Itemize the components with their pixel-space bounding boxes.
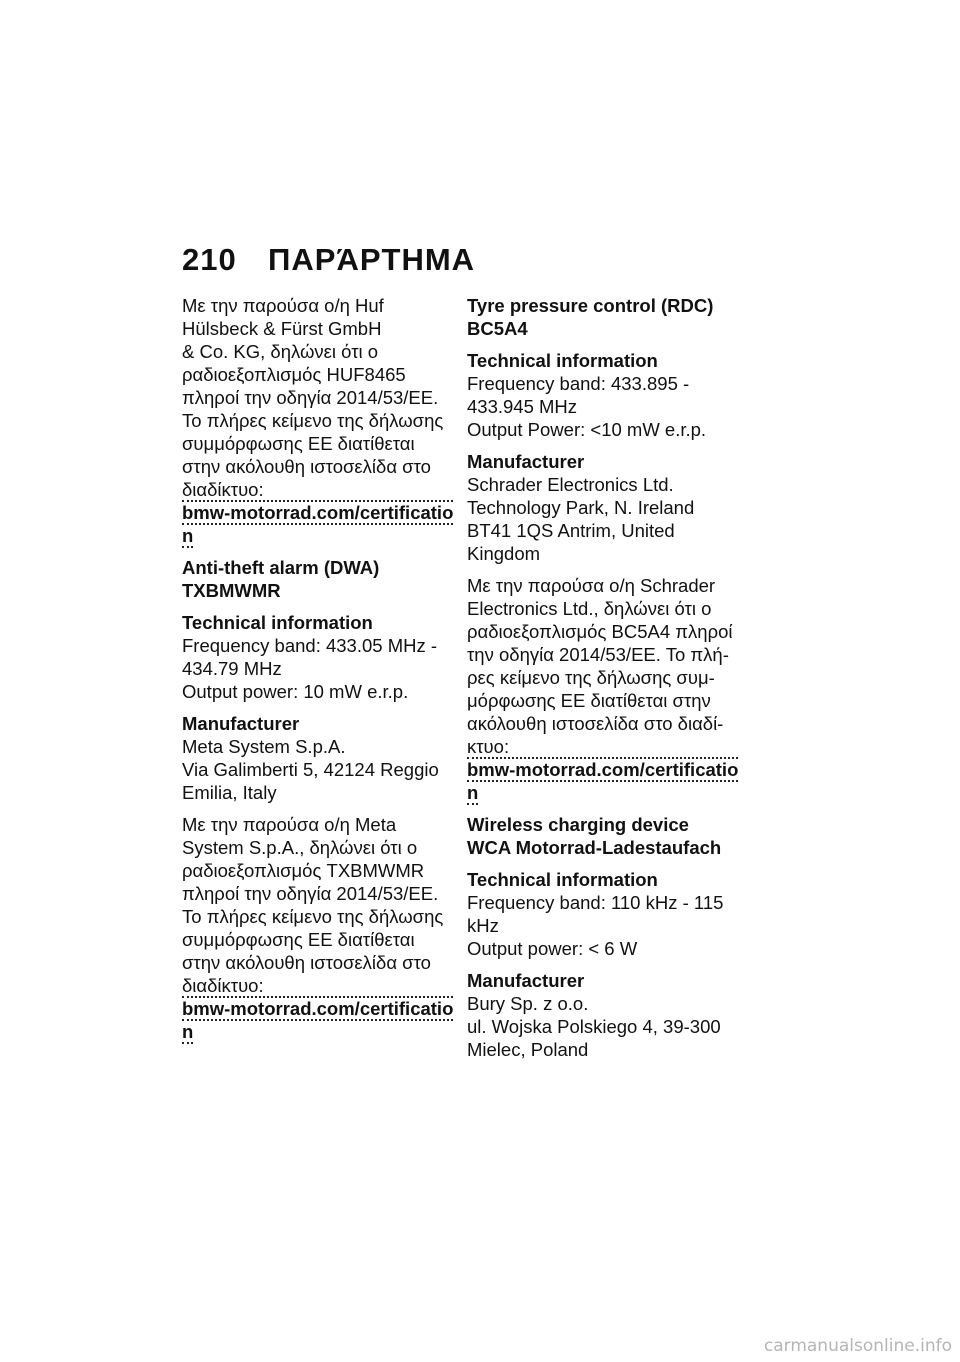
technical-info-text [182,634,456,703]
text-line: Με την παρούσα ο/η Huf [182,295,384,316]
text-line: Mielec, Poland [467,1039,589,1060]
text-line: Frequency band: 110 kHz - 115 [467,892,724,913]
text-line: Meta System S.p.A. [182,736,346,757]
text-line: Το πλήρες κείμενο της δήλωσης [182,410,444,431]
manufacturer-heading: Manufacturer [467,970,585,991]
text-line: Output power: < 6 W [467,938,638,959]
manufacturer-heading: Manufacturer [182,713,300,734]
technical-info-heading: Technical information [182,612,373,633]
text-line: Frequency band: 433.895 - [467,373,690,394]
text-line: κτυο: [467,736,510,757]
text-line: & Co. KG, δηλώνει ότι ο [182,341,379,362]
page-number: 210 [182,242,237,277]
manufacturer-text [467,992,741,1061]
text-line: ραδιοεξοπλισμός BC5A4 πληροί [467,621,733,642]
text-line: Output Power: <10 mW e.r.p. [467,419,707,440]
heading-line: TXBMWMR [182,580,281,601]
text-line: διαδίκτυο: [182,975,264,996]
text-line: Με την παρούσα ο/η Meta [182,814,397,835]
text-line: System S.p.A., δηλώνει ότι ο [182,837,418,858]
manufacturer-text [182,735,456,804]
heading-line: Tyre pressure control (RDC) [467,295,714,316]
text-line: Με την παρούσα ο/η Schrader [467,575,716,596]
text-line: BT41 1QS Antrim, United [467,520,675,541]
heading-line: WCA Motorrad-Ladestaufach [467,837,722,858]
text-line: Schrader Electronics Ltd. [467,474,674,495]
technical-info-heading: Technical information [467,869,658,890]
text-line: συμμόρφωσης ΕΕ διατίθεται [182,433,415,454]
text-line: ρες κείμενο της δήλωσης συμ- [467,667,715,688]
manufacturer-text [467,473,741,565]
watermark-text: carmanualsonline.info [763,1336,952,1356]
text-line: ul. Wojska Polskiego 4, 39-300 [467,1016,721,1037]
text-line: Technology Park, N. Ireland [467,497,695,518]
certification-link[interactable]: bmw-motorrad.com/certification [467,759,739,803]
text-line: στην ακόλουθη ιστοσελίδα στο [182,456,431,477]
heading-line: Anti-theft alarm (DWA) [182,557,380,578]
certification-link[interactable]: bmw-motorrad.com/certification [182,998,454,1042]
text-line: Hülsbeck & Fürst GmbH [182,318,382,339]
text-line: συμμόρφωσης ΕΕ διατίθεται [182,929,415,950]
left-column [182,294,456,1043]
text-line: Electronics Ltd., δηλώνει ότι ο [467,598,712,619]
text-line: Emilia, Italy [182,782,277,803]
text-line: Frequency band: 433.05 MHz - [182,635,438,656]
text-line: πληροί την οδηγία 2014/53/ΕΕ. [182,883,439,904]
text-line: Bury Sp. z o.o. [467,993,589,1014]
wca-heading [467,813,741,859]
declaration-paragraph [467,574,741,758]
text-line: Via Galimberti 5, 42124 Reggio [182,759,439,780]
text-line: Output power: 10 mW e.r.p. [182,681,409,702]
text-line: μόρφωσης ΕΕ διατίθεται στην [467,690,711,711]
text-line: Το πλήρες κείμενο της δήλωσης [182,906,444,927]
intro-paragraph [182,294,456,501]
technical-info-text [467,891,741,960]
heading-line: BC5A4 [467,318,528,339]
right-column [467,294,741,1061]
text-line: πληροί την οδηγία 2014/53/ΕΕ. [182,387,439,408]
dwa-heading [182,556,456,602]
text-line: ραδιοεξοπλισμός HUF8465 [182,364,406,385]
rdc-heading [467,294,741,340]
text-line: 434.79 MHz [182,658,282,679]
declaration-paragraph [182,813,456,997]
text-line: διαδίκτυο: [182,479,264,500]
text-line: kHz [467,915,499,936]
heading-line: Wireless charging device [467,814,689,835]
manufacturer-heading: Manufacturer [467,451,585,472]
text-line: 433.945 MHz [467,396,578,417]
text-line: στην ακόλουθη ιστοσελίδα στο [182,952,431,973]
text-line: ραδιοεξοπλισμός TXBMWMR [182,860,425,881]
certification-link[interactable]: bmw-motorrad.com/certification [182,502,454,546]
technical-info-heading: Technical information [467,350,658,371]
text-line: ακόλουθη ιστοσελίδα στο διαδί- [467,713,724,734]
text-line: Kingdom [467,543,541,564]
text-line: την οδηγία 2014/53/ΕΕ. Το πλή- [467,644,729,665]
page-header [182,242,475,278]
chapter-title: ΠΑΡΆΡΤΗΜΑ [268,242,476,277]
technical-info-text [467,372,741,441]
